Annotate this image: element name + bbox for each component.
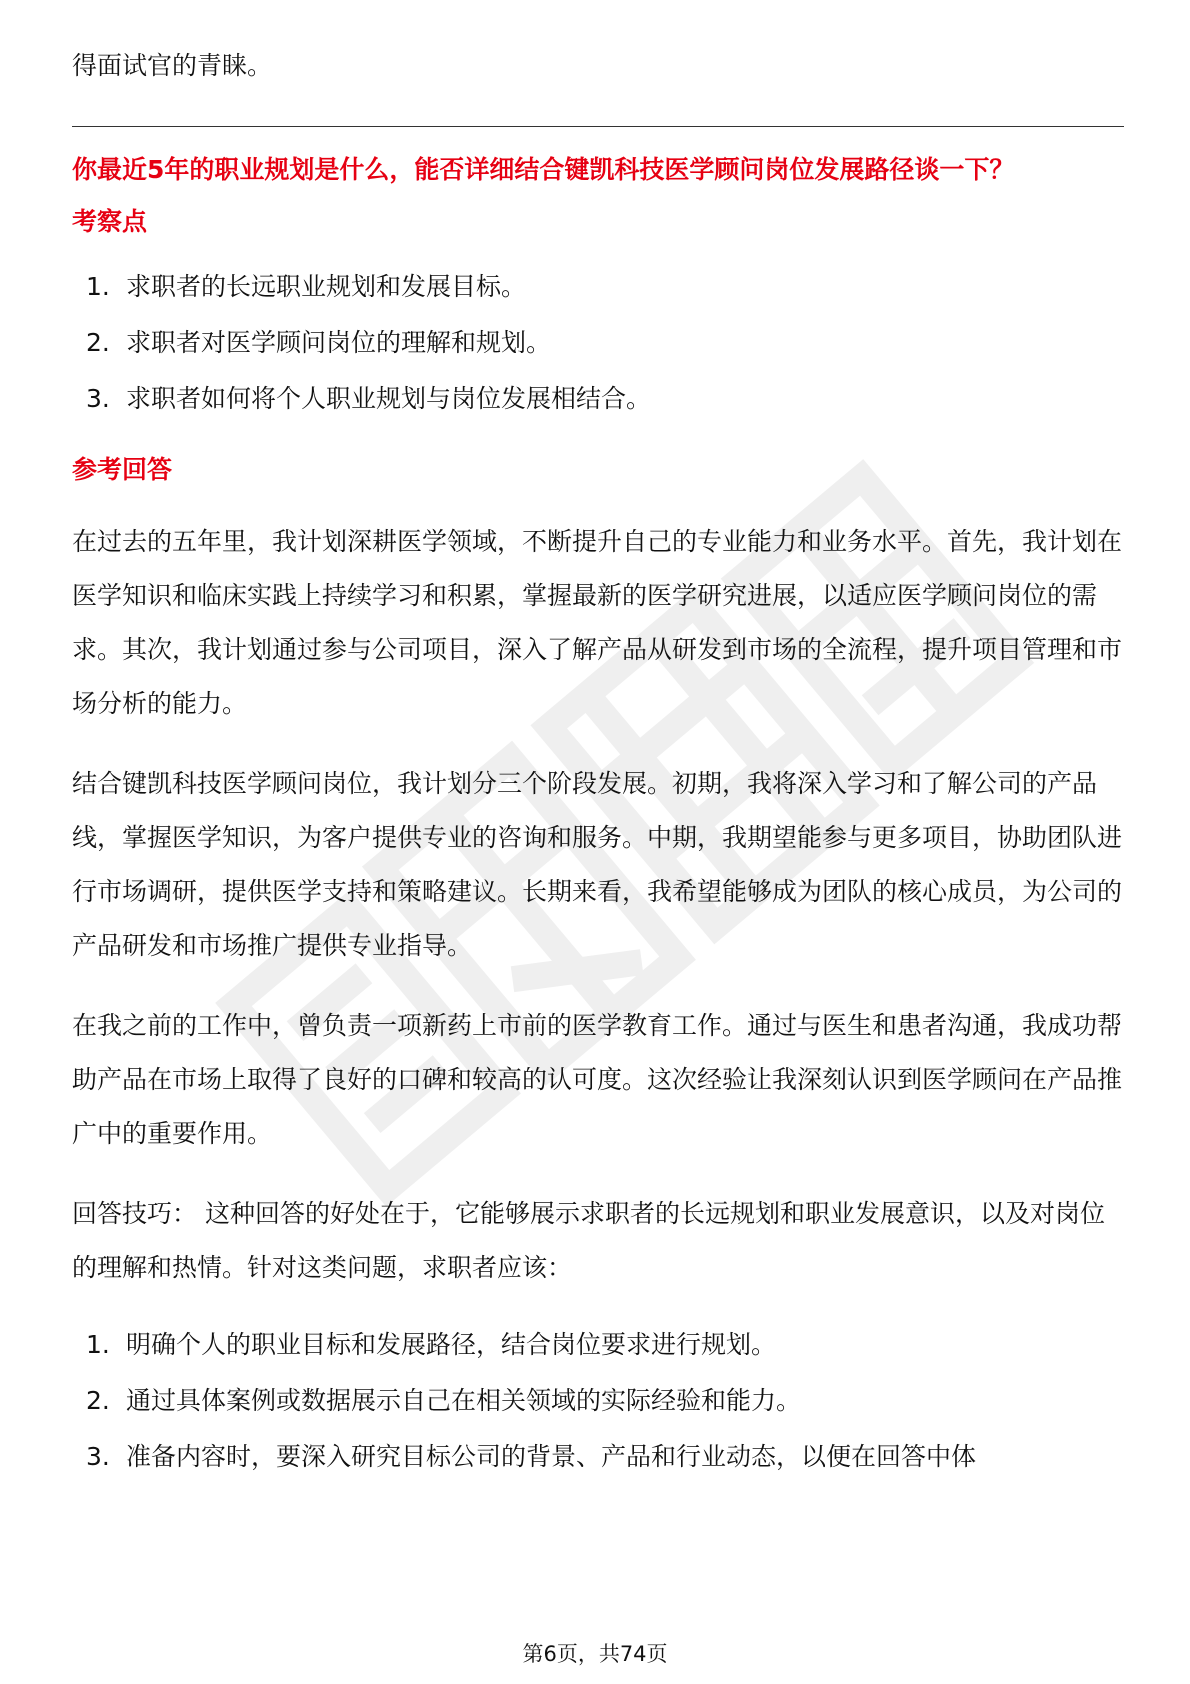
examine-points-list (72, 259, 1124, 427)
list-item-number: 3. (86, 384, 110, 413)
continued-text-fragment: 得面试官的青睐。 (72, 51, 273, 80)
interview-question: 你最近5年的职业规划是什么，能否详细结合键凯科技医学顾问岗位发展路径谈一下？ (72, 155, 1015, 184)
list-item-number: 2. (86, 328, 110, 357)
list-item-text: 准备内容时，要深入研究目标公司的背景、产品和行业动态，以便在回答中体 (126, 1442, 977, 1471)
list-item-text: 求职者如何将个人职业规划与岗位发展相结合。 (126, 384, 652, 413)
list-item-number: 3. (86, 1442, 110, 1471)
page-number-footer: 第6页，共74页 (522, 1642, 668, 1666)
answer-paragraph: 在过去的五年里，我计划深耕医学领域，不断提升自己的专业能力和业务水平。首先，我计划在医学知识和临床实践上持续学习和积累，掌握最新的医学研究进展，以适应医学顾问岗位的需求。其次，我计划通过参与公司项目，深入了解产品从研发到市场的全流程，提升项目管理和市场分析的能力。 (72, 527, 1123, 718)
answer-paragraph: 结合键凯科技医学顾问岗位，我计划分三个阶段发展。初期，我将深入学习和了解公司的产品线，掌握医学知识，为客户提供专业的咨询和服务。中期，我期望能参与更多项目，协助团队进行市场调研，提供医学支持和策略建议。长期来看，我希望能够成为团队的核心成员，为公司的产品研发和市场推广提供专业指导。 (72, 769, 1123, 960)
list-item (72, 259, 1124, 315)
list-item-text: 通过具体案例或数据展示自己在相关领域的实际经验和能力。 (126, 1386, 802, 1415)
page-content (72, 46, 1124, 1485)
list-item-text: 求职者的长远职业规划和发展目标。 (126, 272, 527, 301)
list-item (72, 1373, 1124, 1429)
list-item-number: 1. (86, 1330, 110, 1359)
list-item-text: 求职者对医学顾问岗位的理解和规划。 (126, 328, 552, 357)
list-item (72, 315, 1124, 371)
list-item-number: 2. (86, 1386, 110, 1415)
section-divider (72, 126, 1124, 127)
reference-answer-heading: 参考回答 (72, 455, 173, 484)
list-item (72, 1317, 1124, 1373)
answer-tips-list (72, 1317, 1124, 1485)
list-item (72, 1429, 1124, 1485)
answer-tips-intro: 回答技巧： 这种回答的好处在于，它能够展示求职者的长远规划和职业发展意识，以及对岗位的理解和热情。针对这类问题，求职者应该： (72, 1199, 1105, 1282)
answer-paragraph: 在我之前的工作中，曾负责一项新药上市前的医学教育工作。通过与医生和患者沟通，我成功帮助产品在市场上取得了良好的口碑和较高的认可度。这次经验让我深刻认识到医学顾问在产品推广中的重要作用。 (72, 1011, 1123, 1148)
examine-points-heading: 考察点 (72, 207, 148, 236)
list-item (72, 371, 1124, 427)
list-item-number: 1. (86, 272, 110, 301)
list-item-text: 明确个人的职业目标和发展路径，结合岗位要求进行规划。 (126, 1330, 777, 1359)
